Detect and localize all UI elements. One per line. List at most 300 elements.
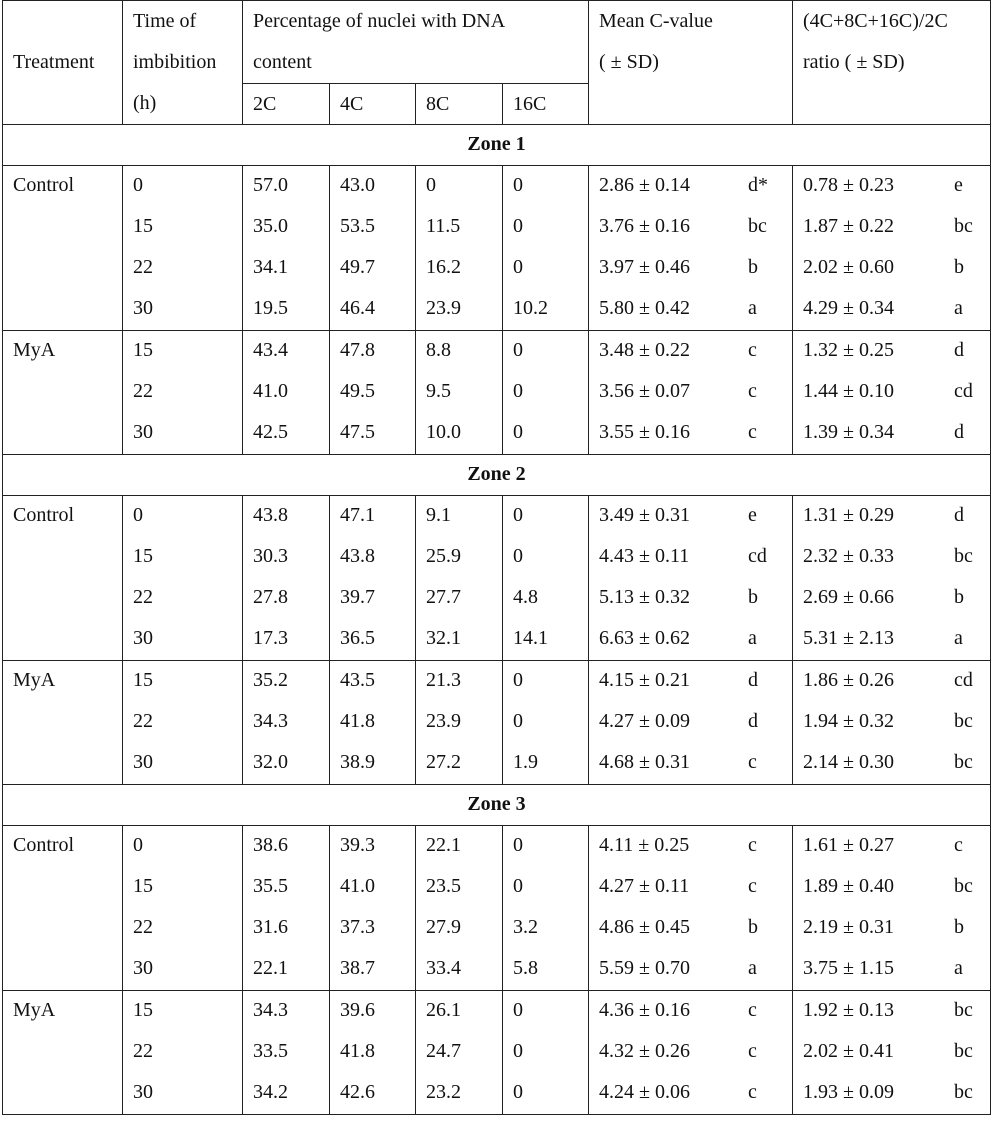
mean-significance-letter: a [748, 297, 757, 319]
ratio-value: 1.89 ± 0.40 [803, 875, 894, 897]
mean-significance-letter: c [748, 421, 757, 443]
header-16c: 16C [503, 84, 589, 125]
pct-2c-cell: 38.6 [243, 826, 330, 868]
pct-16c-cell: 0 [503, 826, 589, 868]
ratio-significance-letter: a [954, 297, 963, 319]
mean-significance-letter: a [748, 627, 757, 649]
pct-2c-cell: 27.8 [243, 578, 330, 619]
pct-2c-cell: 35.5 [243, 867, 330, 908]
ratio-significance-letter: bc [954, 1081, 973, 1103]
dna-content-table [2, 0, 991, 1115]
pct-4c-cell: 49.7 [330, 248, 416, 289]
pct-2c-cell: 17.3 [243, 619, 330, 661]
ratio-cell [793, 949, 991, 991]
time-cell: 22 [123, 1032, 243, 1073]
ratio-significance-letter: b [954, 916, 965, 938]
pct-8c-cell: 8.8 [416, 331, 503, 373]
pct-16c-cell: 0 [503, 372, 589, 413]
time-cell: 15 [123, 867, 243, 908]
ratio-significance-letter: a [954, 957, 963, 979]
mean-c-value-group [599, 1032, 792, 1070]
mean-c-value-group [599, 166, 792, 204]
ratio-value: 5.31 ± 2.13 [803, 627, 894, 649]
pct-2c-cell: 57.0 [243, 166, 330, 208]
pct-4c-cell: 49.5 [330, 372, 416, 413]
ratio-value: 2.14 ± 0.30 [803, 751, 894, 773]
mean-c-value-cell [589, 413, 793, 455]
time-cell: 15 [123, 331, 243, 373]
mean-c-value-group [599, 248, 792, 286]
ratio-group [803, 826, 990, 864]
treatment-cell: MyA [3, 331, 123, 455]
ratio-cell [793, 413, 991, 455]
mean-c-value-cell [589, 331, 793, 373]
pct-2c-cell: 22.1 [243, 949, 330, 991]
table-body [3, 125, 991, 1115]
ratio-group [803, 496, 990, 534]
header-time-line3: (h) [133, 92, 157, 114]
zone-row [3, 785, 991, 826]
mean-c-value-group [599, 289, 792, 327]
table-row [3, 867, 991, 908]
mean-c-value: 3.49 ± 0.31 [599, 504, 690, 526]
ratio-cell [793, 661, 991, 703]
pct-16c-cell: 0 [503, 207, 589, 248]
zone-title: Zone 3 [3, 785, 991, 826]
table-row [3, 166, 991, 208]
table-row [3, 743, 991, 785]
mean-c-value-cell [589, 207, 793, 248]
pct-2c-cell: 32.0 [243, 743, 330, 785]
ratio-group [803, 867, 990, 905]
header-time-line1: Time of [133, 10, 197, 32]
mean-significance-letter: b [748, 586, 759, 608]
time-cell: 30 [123, 1073, 243, 1115]
time-cell: 0 [123, 826, 243, 868]
mean-significance-letter: b [748, 256, 759, 278]
mean-c-value-group [599, 331, 792, 369]
mean-significance-letter: d [748, 710, 759, 732]
ratio-group [803, 743, 990, 781]
mean-significance-letter: d* [748, 174, 769, 196]
ratio-group [803, 578, 990, 616]
time-cell: 30 [123, 289, 243, 331]
mean-c-value: 3.55 ± 0.16 [599, 421, 690, 443]
ratio-group [803, 949, 990, 987]
header-time-line2: imbibition [133, 51, 217, 73]
ratio-cell [793, 372, 991, 413]
pct-4c-cell: 38.9 [330, 743, 416, 785]
pct-2c-cell: 31.6 [243, 908, 330, 949]
header-treatment [3, 1, 123, 125]
pct-4c-cell: 39.7 [330, 578, 416, 619]
mean-c-value-cell [589, 702, 793, 743]
mean-c-value-cell [589, 537, 793, 578]
ratio-value: 3.75 ± 1.15 [803, 957, 894, 979]
ratio-value: 2.02 ± 0.41 [803, 1040, 894, 1062]
time-cell: 0 [123, 166, 243, 208]
mean-c-value-group [599, 949, 792, 987]
ratio-cell [793, 1032, 991, 1073]
ratio-significance-letter: bc [954, 545, 973, 567]
mean-c-value-group [599, 578, 792, 616]
pct-2c-cell: 35.2 [243, 661, 330, 703]
mean-c-value-group [599, 1073, 792, 1111]
mean-c-value-cell [589, 826, 793, 868]
ratio-cell [793, 578, 991, 619]
pct-8c-cell: 26.1 [416, 991, 503, 1033]
pct-4c-cell: 41.0 [330, 867, 416, 908]
table-row [3, 248, 991, 289]
table-row [3, 1032, 991, 1073]
pct-8c-cell: 27.2 [416, 743, 503, 785]
pct-16c-cell: 5.8 [503, 949, 589, 991]
mean-c-value: 4.24 ± 0.06 [599, 1081, 690, 1103]
pct-16c-cell: 0 [503, 661, 589, 703]
pct-8c-cell: 32.1 [416, 619, 503, 661]
ratio-significance-letter: e [954, 174, 963, 196]
header-percentage-line1: Percentage of nuclei with DNA [253, 10, 506, 32]
ratio-cell [793, 331, 991, 373]
time-cell: 30 [123, 413, 243, 455]
time-cell: 30 [123, 619, 243, 661]
time-cell: 15 [123, 661, 243, 703]
pct-8c-cell: 27.9 [416, 908, 503, 949]
table-row [3, 289, 991, 331]
pct-8c-cell: 23.9 [416, 289, 503, 331]
pct-2c-cell: 43.4 [243, 331, 330, 373]
ratio-value: 1.44 ± 0.10 [803, 380, 894, 402]
ratio-value: 1.86 ± 0.26 [803, 669, 894, 691]
mean-c-value: 3.56 ± 0.07 [599, 380, 690, 402]
ratio-significance-letter: bc [954, 1040, 973, 1062]
ratio-significance-letter: bc [954, 751, 973, 773]
mean-c-value-cell [589, 289, 793, 331]
ratio-significance-letter: d [954, 339, 965, 361]
pct-4c-cell: 37.3 [330, 908, 416, 949]
mean-c-value: 5.13 ± 0.32 [599, 586, 690, 608]
mean-c-value-cell [589, 743, 793, 785]
pct-4c-cell: 36.5 [330, 619, 416, 661]
ratio-group [803, 166, 990, 204]
mean-significance-letter: c [748, 875, 757, 897]
treatment-cell: Control [3, 826, 123, 991]
header-treatment-text: Treatment [13, 51, 95, 73]
mean-c-value-cell [589, 867, 793, 908]
ratio-group [803, 289, 990, 327]
time-cell: 22 [123, 908, 243, 949]
mean-c-value-group [599, 743, 792, 781]
mean-c-value: 5.59 ± 0.70 [599, 957, 690, 979]
mean-c-value-group [599, 702, 792, 740]
header-ratio-line2: ratio ( ± SD) [803, 51, 905, 73]
pct-4c-cell: 41.8 [330, 1032, 416, 1073]
mean-c-value: 2.86 ± 0.14 [599, 174, 690, 196]
mean-c-value: 4.43 ± 0.11 [599, 545, 690, 567]
ratio-cell [793, 991, 991, 1033]
pct-4c-cell: 43.5 [330, 661, 416, 703]
time-cell: 22 [123, 578, 243, 619]
mean-significance-letter: c [748, 380, 757, 402]
mean-c-value-cell [589, 908, 793, 949]
ratio-significance-letter: b [954, 256, 965, 278]
table-row [3, 537, 991, 578]
pct-16c-cell: 14.1 [503, 619, 589, 661]
header-ratio-line1: (4C+8C+16C)/2C [803, 10, 948, 32]
header-2c: 2C [243, 84, 330, 125]
table-row [3, 496, 991, 538]
pct-8c-cell: 27.7 [416, 578, 503, 619]
ratio-group [803, 537, 990, 575]
ratio-group [803, 908, 990, 946]
pct-8c-cell: 25.9 [416, 537, 503, 578]
pct-4c-cell: 39.6 [330, 991, 416, 1033]
mean-c-value-group [599, 207, 792, 245]
mean-c-value-group [599, 413, 792, 451]
zone-row [3, 455, 991, 496]
pct-4c-cell: 46.4 [330, 289, 416, 331]
ratio-group [803, 413, 990, 451]
mean-significance-letter: b [748, 916, 759, 938]
ratio-cell [793, 867, 991, 908]
ratio-group [803, 991, 990, 1029]
pct-8c-cell: 22.1 [416, 826, 503, 868]
mean-c-value-cell [589, 248, 793, 289]
mean-c-value: 4.11 ± 0.25 [599, 834, 690, 856]
time-cell: 22 [123, 372, 243, 413]
ratio-value: 1.93 ± 0.09 [803, 1081, 894, 1103]
mean-c-value-cell [589, 166, 793, 208]
pct-4c-cell: 43.0 [330, 166, 416, 208]
mean-c-value-cell [589, 661, 793, 703]
ratio-significance-letter: c [954, 834, 963, 856]
mean-c-value-group [599, 372, 792, 410]
treatment-cell: MyA [3, 661, 123, 785]
mean-c-value: 4.32 ± 0.26 [599, 1040, 690, 1062]
ratio-cell [793, 1073, 991, 1115]
mean-significance-letter: e [748, 504, 757, 526]
time-cell: 0 [123, 496, 243, 538]
table-row [3, 826, 991, 868]
pct-8c-cell: 0 [416, 166, 503, 208]
ratio-group [803, 207, 990, 245]
treatment-cell: Control [3, 496, 123, 661]
ratio-cell [793, 166, 991, 208]
time-cell: 15 [123, 991, 243, 1033]
pct-2c-cell: 34.3 [243, 702, 330, 743]
ratio-value: 1.31 ± 0.29 [803, 504, 894, 526]
pct-8c-cell: 10.0 [416, 413, 503, 455]
pct-8c-cell: 9.5 [416, 372, 503, 413]
mean-c-value-group [599, 496, 792, 534]
mean-c-value: 4.15 ± 0.21 [599, 669, 690, 691]
ratio-cell [793, 908, 991, 949]
table-row [3, 661, 991, 703]
ratio-significance-letter: cd [954, 669, 973, 691]
ratio-value: 2.32 ± 0.33 [803, 545, 894, 567]
mean-c-value: 5.80 ± 0.42 [599, 297, 690, 319]
mean-c-value-cell [589, 1032, 793, 1073]
mean-c-value: 4.68 ± 0.31 [599, 751, 690, 773]
mean-c-value: 4.36 ± 0.16 [599, 999, 690, 1021]
ratio-value: 0.78 ± 0.23 [803, 174, 894, 196]
table-row [3, 578, 991, 619]
table-header [3, 1, 991, 125]
zone-row [3, 125, 991, 166]
header-4c: 4C [330, 84, 416, 125]
pct-8c-cell: 16.2 [416, 248, 503, 289]
ratio-significance-letter: a [954, 627, 963, 649]
table-row [3, 331, 991, 373]
mean-significance-letter: c [748, 1081, 757, 1103]
header-time [123, 1, 243, 125]
pct-16c-cell: 0 [503, 1073, 589, 1115]
pct-16c-cell: 0 [503, 537, 589, 578]
mean-c-value-cell [589, 496, 793, 538]
pct-16c-cell: 0 [503, 867, 589, 908]
pct-4c-cell: 41.8 [330, 702, 416, 743]
pct-4c-cell: 47.8 [330, 331, 416, 373]
mean-significance-letter: c [748, 751, 757, 773]
ratio-group [803, 661, 990, 699]
pct-2c-cell: 30.3 [243, 537, 330, 578]
ratio-group [803, 1073, 990, 1111]
pct-8c-cell: 23.2 [416, 1073, 503, 1115]
mean-c-value: 3.48 ± 0.22 [599, 339, 690, 361]
pct-2c-cell: 33.5 [243, 1032, 330, 1073]
time-cell: 30 [123, 949, 243, 991]
pct-16c-cell: 4.8 [503, 578, 589, 619]
treatment-cell: MyA [3, 991, 123, 1115]
pct-2c-cell: 34.2 [243, 1073, 330, 1115]
table-row [3, 991, 991, 1033]
ratio-cell [793, 702, 991, 743]
mean-c-value: 3.76 ± 0.16 [599, 215, 690, 237]
pct-16c-cell: 0 [503, 702, 589, 743]
mean-significance-letter: c [748, 999, 757, 1021]
mean-c-value: 4.86 ± 0.45 [599, 916, 690, 938]
ratio-value: 1.32 ± 0.25 [803, 339, 894, 361]
ratio-group [803, 702, 990, 740]
ratio-group [803, 248, 990, 286]
ratio-value: 1.61 ± 0.27 [803, 834, 894, 856]
mean-c-value-cell [589, 991, 793, 1033]
zone-title: Zone 1 [3, 125, 991, 166]
pct-8c-cell: 9.1 [416, 496, 503, 538]
mean-c-value: 6.63 ± 0.62 [599, 627, 690, 649]
header-percentage-line2: content [253, 51, 312, 73]
ratio-cell [793, 289, 991, 331]
ratio-significance-letter: bc [954, 999, 973, 1021]
mean-c-value-group [599, 619, 792, 657]
ratio-value: 1.92 ± 0.13 [803, 999, 894, 1021]
pct-2c-cell: 43.8 [243, 496, 330, 538]
ratio-group [803, 619, 990, 657]
mean-c-value-group [599, 908, 792, 946]
ratio-value: 2.02 ± 0.60 [803, 256, 894, 278]
ratio-cell [793, 248, 991, 289]
mean-significance-letter: d [748, 669, 759, 691]
ratio-cell [793, 743, 991, 785]
pct-16c-cell: 3.2 [503, 908, 589, 949]
pct-4c-cell: 53.5 [330, 207, 416, 248]
ratio-significance-letter: bc [954, 710, 973, 732]
pct-16c-cell: 0 [503, 413, 589, 455]
ratio-significance-letter: cd [954, 380, 973, 402]
pct-4c-cell: 47.5 [330, 413, 416, 455]
table-row [3, 702, 991, 743]
mean-significance-letter: c [748, 339, 757, 361]
pct-16c-cell: 0 [503, 991, 589, 1033]
header-mean-line2: ( ± SD) [599, 51, 659, 73]
mean-c-value: 4.27 ± 0.11 [599, 875, 690, 897]
pct-2c-cell: 34.1 [243, 248, 330, 289]
pct-16c-cell: 1.9 [503, 743, 589, 785]
pct-16c-cell: 0 [503, 331, 589, 373]
ratio-cell [793, 537, 991, 578]
mean-c-value-group [599, 826, 792, 864]
mean-significance-letter: bc [748, 215, 767, 237]
time-cell: 15 [123, 537, 243, 578]
ratio-significance-letter: d [954, 504, 965, 526]
table-row [3, 619, 991, 661]
header-ratio [793, 1, 991, 125]
pct-8c-cell: 24.7 [416, 1032, 503, 1073]
header-mean-c-value [589, 1, 793, 125]
pct-4c-cell: 42.6 [330, 1073, 416, 1115]
pct-8c-cell: 23.9 [416, 702, 503, 743]
treatment-cell: Control [3, 166, 123, 331]
pct-2c-cell: 42.5 [243, 413, 330, 455]
mean-c-value: 3.97 ± 0.46 [599, 256, 690, 278]
pct-16c-cell: 0 [503, 496, 589, 538]
ratio-cell [793, 207, 991, 248]
mean-significance-letter: c [748, 834, 757, 856]
mean-significance-letter: a [748, 957, 757, 979]
table-row [3, 908, 991, 949]
table-row [3, 413, 991, 455]
pct-8c-cell: 11.5 [416, 207, 503, 248]
mean-c-value-group [599, 537, 792, 575]
pct-16c-cell: 0 [503, 1032, 589, 1073]
ratio-value: 2.19 ± 0.31 [803, 916, 894, 938]
mean-c-value-cell [589, 949, 793, 991]
ratio-cell [793, 826, 991, 868]
ratio-significance-letter: bc [954, 875, 973, 897]
header-percentage [243, 1, 589, 84]
ratio-value: 4.29 ± 0.34 [803, 297, 894, 319]
pct-16c-cell: 0 [503, 248, 589, 289]
mean-c-value-cell [589, 372, 793, 413]
mean-significance-letter: c [748, 1040, 757, 1062]
pct-8c-cell: 21.3 [416, 661, 503, 703]
time-cell: 30 [123, 743, 243, 785]
pct-4c-cell: 47.1 [330, 496, 416, 538]
pct-8c-cell: 23.5 [416, 867, 503, 908]
mean-c-value-group [599, 991, 792, 1029]
ratio-value: 1.94 ± 0.32 [803, 710, 894, 732]
pct-4c-cell: 39.3 [330, 826, 416, 868]
pct-4c-cell: 43.8 [330, 537, 416, 578]
table-row [3, 949, 991, 991]
table-row [3, 372, 991, 413]
table-row [3, 1073, 991, 1115]
header-mean-line1: Mean C-value [599, 10, 713, 32]
time-cell: 15 [123, 207, 243, 248]
table-row [3, 207, 991, 248]
pct-2c-cell: 19.5 [243, 289, 330, 331]
mean-significance-letter: cd [748, 545, 767, 567]
